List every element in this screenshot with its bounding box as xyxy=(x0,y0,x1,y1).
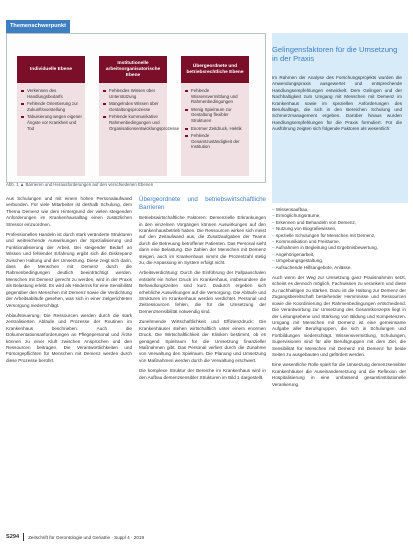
figure-caption: Abb. 1 ▲ Barrieren und Herausforderungen auf den verschiedenen Ebenen xyxy=(6,182,154,187)
journal-citation: Zeitschrift für Gerontologie und Geriatrie · Suppl 4 · 2019 xyxy=(28,534,145,540)
page-number: S294 xyxy=(6,534,20,540)
figure-barriers xyxy=(6,33,266,183)
paragraph: Arbeitsverdichtung: Durch die Einführung der Fallpauschalen entsteht ein hoher Druck im Krankenhaus, insbesondere die Behandlungszeiten sind kurz. Dadurch ergeben sich erhebliche Auswirkungen auf die Versorgung. Die Abläufe und Strukturen im Krankenhaus werden verdichtet. Personal und Zeitressourcen fehlen, die für die Umsetzung der Demenzsensibilität notwendig sind. xyxy=(139,270,266,314)
figure-column-list xyxy=(21,88,82,133)
sidebar-box xyxy=(272,33,408,203)
list-item: – Kommunikation und Freiräume, xyxy=(272,239,406,245)
figure-list-item: Fehlende kommunikative Rahmenbedingungen und Organisationsentwicklungsprozesse xyxy=(103,114,164,131)
paragraph: Betriebswirtschaftliche Faktoren: Demenzielle Erkrankungen in den einzelnen Vorgängen können Auswirkungen auf den Krankenhausbetrieb haben. Die Ressourcen wirken sich meist auf den Zeitaufwand aus, die Zusatzaufgaben der Teams durch die Betreuung betroffener Patienten. Das Personal sieht darin eine Belastung. Die Zahlen der Menschen mit Demenz steigen, auch im Krankenhaus nimmt die Prozentzahl stetig zu, die Anpassung im System erfolgt nicht. xyxy=(139,215,266,266)
section-heading: Übergeordnete und betriebswirtschaftliche Barrieren xyxy=(139,196,266,211)
figure-column-individual xyxy=(17,56,85,176)
list-item: – Aufsuchende Hilfsangebote, Anlässe. xyxy=(272,265,406,271)
paragraph: Ablaufsteuerung: Die Ressourcen werden durch die stark zentralisierten Abläufe und Prozesse der Routinen im Krankenhaus beschrieben. Auch die Dokumentationsanforderungen an Pflegepersonal und Ärzte können zu einer Kluft zwischen Ansprüchen und den Ressourcen beitragen. Die Verantwortlichkeiten und Fürsorgepflichten für Menschen mit Demenz werden durch diese Prozesse berührt. xyxy=(6,312,132,363)
figure-list-item: Enormer Zeitdruck, Hektik xyxy=(185,126,246,132)
paragraph: Auch wenn der Weg zur Umsetzung ganz Praxisnahmen setzt, scheint es dennoch möglich, Fachwissen zu verankern und diese zu nachhaltigen zu stärken. Dazu ist die Haltung zur Demenz der Zugangsbereitschaft bestehender Hemmnisse und Ressourcen sowie die Koordinierung der Rahmenbedingungen entscheidend. Die Verantwortung zur Umsetzung des Gesamtkonzepts liegt in der Leitungsebene und Stärkung von Bildung und Kompetenzen. Umgang mit Menschen mit Demenz ist eine gemeinsame Aufgabe aller Berufsgruppen, die sich in Schulungen und Fortbildungen niederschlägt. Wissensvermittlung, Schulungen, Supervisionen sind für alle Berufsgruppen mit dem Ziel, die Sensibilität für Menschen mit Demenz mit Demenz für beide Seiten zu ausgebauten und gefördert werden. xyxy=(272,275,406,357)
list-item: – spezielle Schulungen für Menschen mit Demenz, xyxy=(272,233,406,239)
sidebar-paragraph: Im Rahmen der Analyse des Forschungsprojekts wurden die Anwendungspraxis ausgewertet und entsprechende Handlungsempfehlungen entwickelt. Dem Gelingen und der Nachhaltigkeit zum Umgang mit Menschen mit Demenz im Krankenhaus sowie im speziellen Anforderungen des Berufsalltags, die sich in den Bereichen Schulung und Schmerzmanagement ergeben. Darüber hinaus wurden Handlungsempfehlungen für die Praxis formuliert. Für die Ausführung zeigten sich folgende Faktoren als wesentlich: xyxy=(272,75,402,132)
figure-list-item: Fehlende Orientierung zur Zukunftsvorstellung xyxy=(21,101,82,112)
right-column xyxy=(272,205,406,392)
figure-column-institutional xyxy=(99,56,180,176)
top-margin xyxy=(0,0,413,22)
list-item: – Aufnahmen in Begleitung und Ergebnisbewertung, xyxy=(272,245,406,251)
section-tag: Themenschwerpunkt xyxy=(6,20,70,33)
figure-column-heading: Institutionelle arbeitsorganisatorische Ebene xyxy=(99,56,167,83)
footer-divider xyxy=(23,533,24,541)
figure-column-heading: Individuelle Ebene xyxy=(17,56,85,83)
figure-list-item: Tabuisierung wegen eigener Ängste vor Krankheit und Tod xyxy=(21,114,82,131)
paragraph: Aus Schulungen und mit einem hohen Personalaufwand verbunden. Für viele Mitarbeiter ist deshalb Schulung, dem Thema Demenz wie dem Hintergrund der vielen steigenden Anforderungen im Krankenhausalltag einen zusätzlichen Stressor einzuordnen. xyxy=(6,196,132,227)
figure-column-overarching xyxy=(181,56,249,176)
figure-list-item: Fehlende Wissensvermittlung und Rahmenbedingungen xyxy=(185,88,246,105)
list-item: – Umgebungsgestaltung, xyxy=(272,258,406,264)
figure-list-item: Fehlende Gesamtzuständigkeit der Institution xyxy=(185,133,246,150)
paragraph: Professionelles Handeln ist durch stark veränderte Strukturen und weitreichende Auswirkungen der Spezialisierung und Funktionalisierung der Arbeit. Bei steigender Bedarf an Wissen und fehlender Erfahrung ergibt sich die Diskrepanz zwischen Haltung und der Umsetzung. Diese zeigt sich darin, dass die Menschen mit Demenz durch die Rahmenbedingungen deutlich beeinträchtigt werden. Menschen mit Demenz gerecht zu werden, wird in der Praxis als Belastung erlebt. Es wird als Hindernis für eine Sensibilität gegenüber den Menschen mit Demenz sowie die Verdichtung der Arbeitsabläufe gesehen, was sich in einer zielgerichteten Versorgung niederschlägt. xyxy=(6,232,132,308)
paragraph: Die komplexe Struktur der Bereiche im Krankenhaus wird in den Aufbau demenzsensibler Strukturen im Bild 1 dargestellt. xyxy=(139,368,266,380)
figure-list-item: Wenig Spielraum zur Gestaltung flexibler Strukturen xyxy=(185,107,246,124)
paragraph: Zunehmende Wirtschaftlichkeit und Effizienzdruck: Die Krankenhäuser stehen wirtschaftlich unter einem enormen Druck. Die Wirtschaftlichkeit der Kliniken bestimmt, ob es genügend Spielraum für die Umsetzung finanzieller Maßnahmen gibt. Das Personal verliert durch die Zunahme von Verwaltung den Spielraum. Die Planung und Umsetzung von Maßnahmen werden durch die Verwaltung erschwert. xyxy=(139,319,266,363)
list-item: – Wissensaufbau, xyxy=(272,207,406,213)
figure-list-item: Mangelndes Wissen über Gestaltungsprozesse xyxy=(103,101,164,112)
factor-list xyxy=(272,207,406,271)
figure-column-heading: Übergeordnete und betriebsrechtliche Ebene xyxy=(181,56,249,83)
figure-column-list xyxy=(103,88,180,133)
figure-list-item: Verkennen des Handlungsbedarfs xyxy=(21,88,82,99)
list-item: – Erkennen und Behandeln von Demenz, xyxy=(272,220,406,226)
list-item: – Nutzung von Biografiewissen, xyxy=(272,226,406,232)
list-item: – Angehörigenarbeit, xyxy=(272,252,406,258)
list-item: – Ermöglichungsräume, xyxy=(272,213,406,219)
left-column xyxy=(6,196,132,368)
paragraph: Eine wesentliche Rolle spielt für die Umsetzung demenzsensibler Krankenhäuser die Auseinandersetzung und die Reflexion der Hospitalisierung in eine umfassend gesamtinstitutionelle Verankerung. xyxy=(272,362,406,387)
sidebar-title: Gelingensfaktoren für die Umsetzung in der Praxis xyxy=(272,45,398,63)
figure-column-list xyxy=(185,88,246,152)
middle-column xyxy=(139,196,266,385)
page-footer xyxy=(6,532,406,542)
figure-list-item: Fehlendes Wissen über Unterstützung xyxy=(103,88,164,99)
